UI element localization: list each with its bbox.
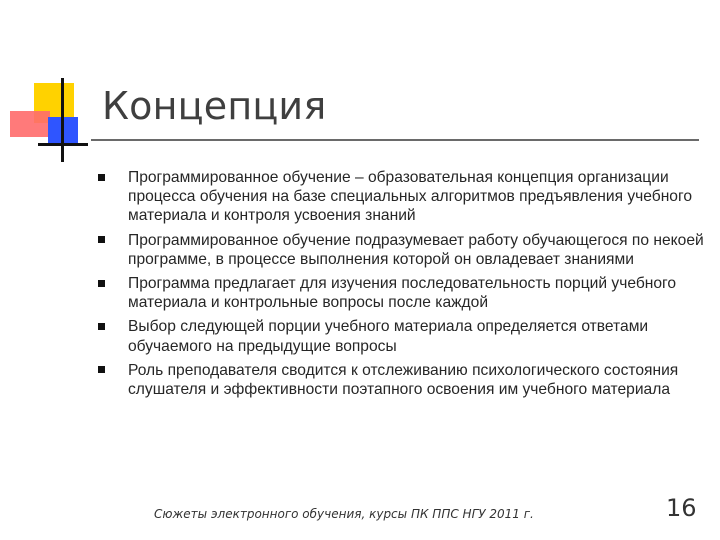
bullet-item [98,317,708,355]
bullet-text: Выбор следующей порции учебного материала определяется ответами обучаемого на предыдущие вопросы [128,318,649,355]
bullet-item [98,361,708,399]
bullet-text: Роль преподавателя сводится к отслеживанию психологического состояния слушателя и эффективности поэтапного освоения им учебного материала [128,361,679,399]
bullet-square-icon [98,280,105,287]
slide-title: Концепция [102,84,327,128]
logo-horizontal-line [38,143,88,146]
bullet-square-icon [98,323,105,330]
slide-footer: Сюжеты электронного обучения, курсы ПК ППС НГУ 2011 г. [154,507,534,521]
bullet-text: Программированное обучение подразумевает работу обучающегося по некоей программе, в процессе выполнения которой он овладевает знаниями [128,231,704,268]
bullet-item [98,274,708,312]
bullet-text: Программированное обучение – образовательная концепция организации процесса обучения на базе специальных алгоритмов предъявления учебного материала и контроля усвоения знаний [128,169,693,225]
title-underline [91,139,699,141]
bullet-square-icon [98,236,105,243]
bullet-text: Программа предлагает для изучения последовательность порций учебного материала и контрольные вопросы после каждой [128,275,677,312]
logo-red-square [10,111,50,137]
bullet-square-icon [98,366,105,373]
bullet-item [98,168,708,226]
bullet-item [98,231,708,269]
bullet-square-icon [98,174,105,181]
bullet-list [98,168,708,404]
logo-vertical-line [61,78,64,162]
page-number: 16 [666,494,697,522]
